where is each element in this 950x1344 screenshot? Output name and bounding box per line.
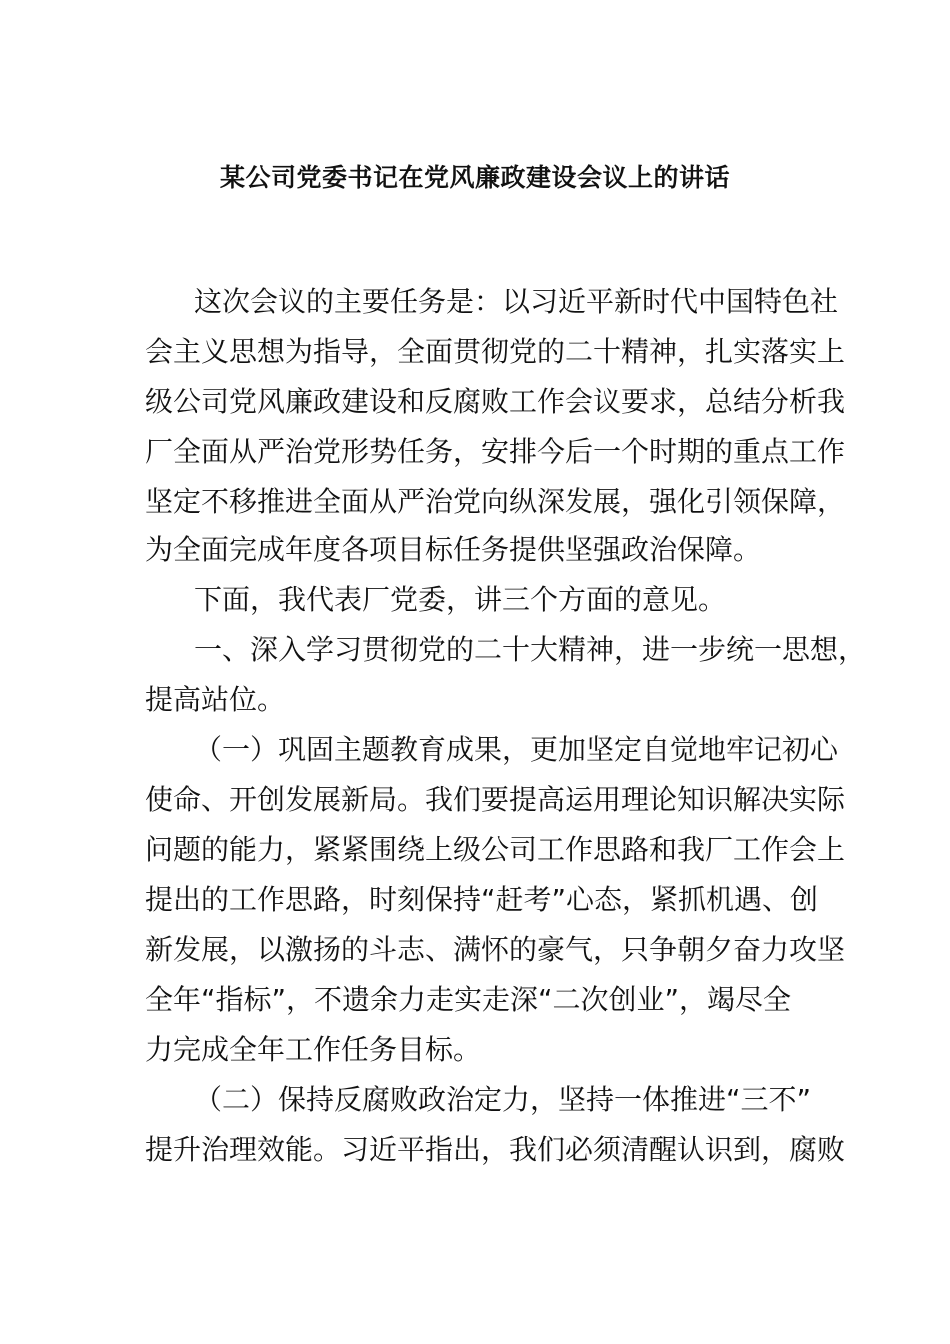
paragraph-line: 级公司党风廉政建设和反腐败工作会议要求，总结分析我 [145, 385, 846, 418]
paragraph-line: 下面，我代表厂党委，讲三个方面的意见。 [194, 583, 727, 616]
paragraph-line: 这次会议的主要任务是：以习近平新时代中国特色社 [194, 285, 839, 318]
paragraph-line: （二）保持反腐败政治定力，坚持一体推进“三不” [194, 1083, 812, 1116]
section-heading-line: 一、深入学习贯彻党的二十大精神，进一步统一思想， [194, 633, 867, 666]
paragraph-line: 使命、开创发展新局。我们要提高运用理论知识解决实际 [145, 783, 846, 816]
paragraph-line: 新发展，以激扬的斗志、满怀的豪气，只争朝夕奋力攻坚 [145, 933, 846, 966]
paragraph-line: 提出的工作思路，时刻保持“赶考”心态，紧抓机遇、创 [145, 883, 819, 916]
paragraph-line: 厂全面从严治党形势任务，安排今后一个时期的重点工作 [145, 435, 846, 468]
paragraph-line: （一）巩固主题教育成果，更加坚定自觉地牢记初心 [194, 733, 839, 766]
paragraph-line: 会主义思想为指导，全面贯彻党的二十精神，扎实落实上 [145, 335, 846, 368]
paragraph-line: 坚定不移推进全面从严治党向纵深发展，强化引领保障， [145, 485, 846, 518]
paragraph-line: 问题的能力，紧紧围绕上级公司工作思路和我厂工作会上 [145, 833, 846, 866]
paragraph-line: 为全面完成年度各项目标任务提供坚强政治保障。 [145, 533, 762, 566]
paragraph-line: 全年“指标”，不遗余力走实走深“二次创业”，竭尽全 [145, 983, 792, 1016]
document-title: 某公司党委书记在党风廉政建设会议上的讲话 [219, 163, 730, 192]
section-heading-line: 提高站位。 [145, 683, 286, 716]
paragraph-line: 力完成全年工作任务目标。 [145, 1033, 482, 1066]
paragraph-line: 提升治理效能。习近平指出，我们必须清醒认识到，腐败 [145, 1133, 846, 1166]
